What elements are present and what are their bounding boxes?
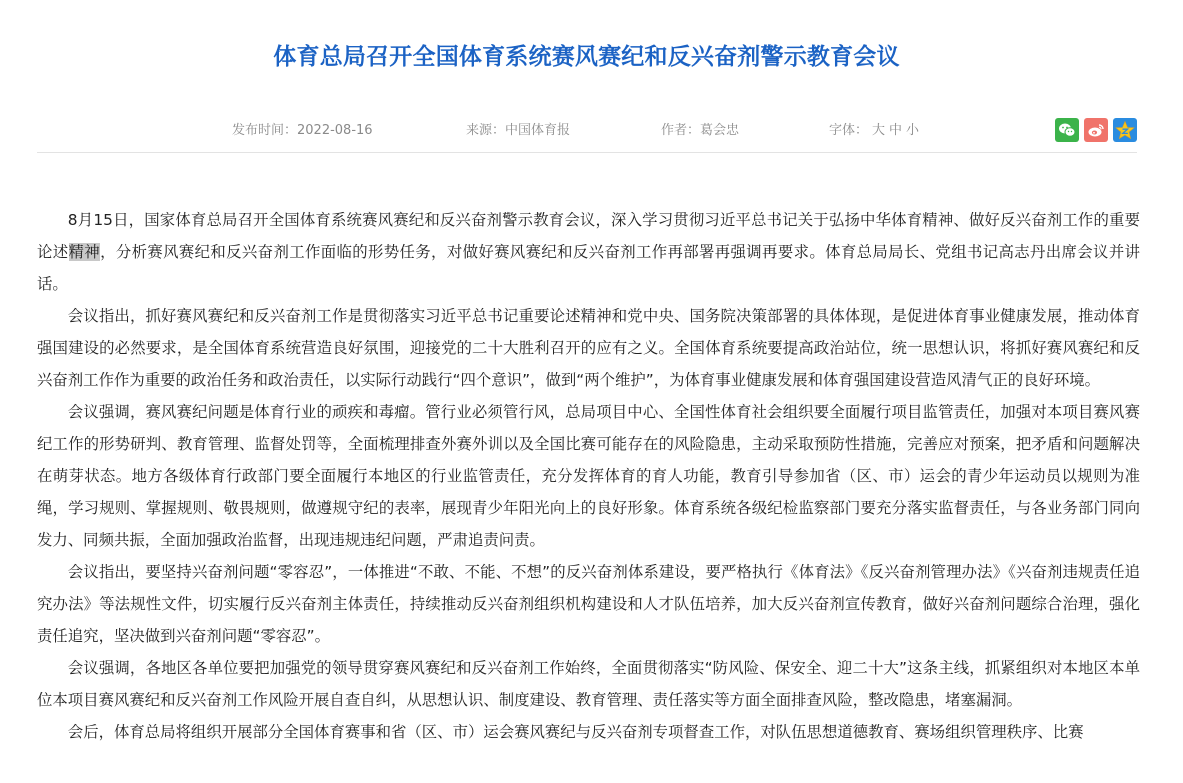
font-size-medium-link[interactable]: 中 bbox=[889, 123, 903, 138]
font-size-selector: 字体： 大 中 小 bbox=[829, 123, 920, 138]
article-body bbox=[37, 204, 1140, 748]
article-title: 体育总局召开全国体育系统赛风赛纪和反兴奋剂警示教育会议 bbox=[273, 44, 900, 70]
header-divider bbox=[37, 152, 1137, 153]
share-wechat-button[interactable] bbox=[1055, 118, 1079, 142]
article-source: 来源：中国体育报 bbox=[466, 123, 571, 138]
paragraph: 会后，体育总局将组织开展部分全国体育赛事和省（区、市）运会赛风赛纪与反兴奋剂专项督查工作，对队伍思想道德教育、赛场组织管理秩序、比赛 bbox=[67, 723, 1084, 741]
highlighted-text: 精神 bbox=[68, 243, 101, 261]
paragraph: 会议指出，抓好赛风赛纪和反兴奋剂工作是贯彻落实习近平总书记重要论述精神和党中央、国务院决策部署的具体体现，是促进体育事业健康发展，推动体育强国建设的必然要求，是全国体育系统营造良好氛围，迎接党的二十大胜利召开的应有之义。全国体育系统要提高政治站位，统一思想认识，将抓好赛风赛纪和反兴奋剂工作作为重要的政治任务和政治责任，以实际行动践行“四个意识”，做到“两个维护”，为体育事业健康发展和体育强国建设营造风清气正的良好环境。 bbox=[37, 307, 1140, 389]
article-author: 作者：葛会忠 bbox=[661, 123, 740, 138]
share-buttons bbox=[1055, 118, 1137, 142]
qzone-icon bbox=[1115, 120, 1135, 140]
font-size-small-link[interactable]: 小 bbox=[906, 123, 920, 138]
weibo-icon bbox=[1087, 122, 1105, 138]
paragraph: 会议强调，各地区各单位要把加强党的领导贯穿赛风赛纪和反兴奋剂工作始终，全面贯彻落实“防风险、保安全、迎二十大”这条主线，抓紧组织对本地区本单位本项目赛风赛纪和反兴奋剂工作风险开展自查自纠，从思想认识、制度建设、教育管理、责任落实等方面全面排查风险，整改隐患，堵塞漏洞。 bbox=[37, 659, 1140, 709]
wechat-icon bbox=[1058, 122, 1076, 138]
publish-date: 发布时间：2022-08-16 bbox=[232, 123, 373, 138]
share-weibo-button[interactable] bbox=[1084, 118, 1108, 142]
article-meta bbox=[0, 120, 1183, 142]
share-qzone-button[interactable] bbox=[1113, 118, 1137, 142]
paragraph: 会议强调，赛风赛纪问题是体育行业的顽疾和毒瘤。管行业必须管行风，总局项目中心、全国性体育社会组织要全面履行项目监管责任，加强对本项目赛风赛纪工作的形势研判、教育管理、监督处罚等，全面梳理排查外赛外训以及全国比赛可能存在的风险隐患，主动采取预防性措施，完善应对预案，把矛盾和问题解决在萌芽状态。地方各级体育行政部门要全面履行本地区的行业监管责任，充分发挥体育的育人功能，教育引导参加省（区、市）运会的青少年运动员以规则为准绳，学习规则、掌握规则、敬畏规则，做遵规守纪的表率，展现青少年阳光向上的良好形象。体育系统各级纪检监察部门要充分落实监督责任，与各业务部门同向发力、同频共振，全面加强政治监督，出现违规违纪问题，严肃追责问责。 bbox=[37, 403, 1140, 549]
paragraph: 会议指出，要坚持兴奋剂问题“零容忍”，一体推进“不敢、不能、不想”的反兴奋剂体系建设，要严格执行《体育法》《反兴奋剂管理办法》《兴奋剂违规责任追究办法》等法规性文件，切实履行反兴奋剂主体责任，持续推动反兴奋剂组织机构建设和人才队伍培养，加大反兴奋剂宣传教育，做好兴奋剂问题综合治理，强化责任追究，坚决做到兴奋剂问题“零容忍”。 bbox=[37, 563, 1140, 645]
paragraph: 8月15日，国家体育总局召开全国体育系统赛风赛纪和反兴奋剂警示教育会议，深入学习贯彻习近平总书记关于弘扬中华体育精神、做好反兴奋剂工作的重要论述精神，分析赛风赛纪和反兴奋剂工作面临的形势任务，对做好赛风赛纪和反兴奋剂工作再部署再强调再要求。体育总局局长、党组书记高志丹出席会议并讲话。 bbox=[37, 211, 1140, 293]
font-size-large-link[interactable]: 大 bbox=[872, 123, 886, 138]
